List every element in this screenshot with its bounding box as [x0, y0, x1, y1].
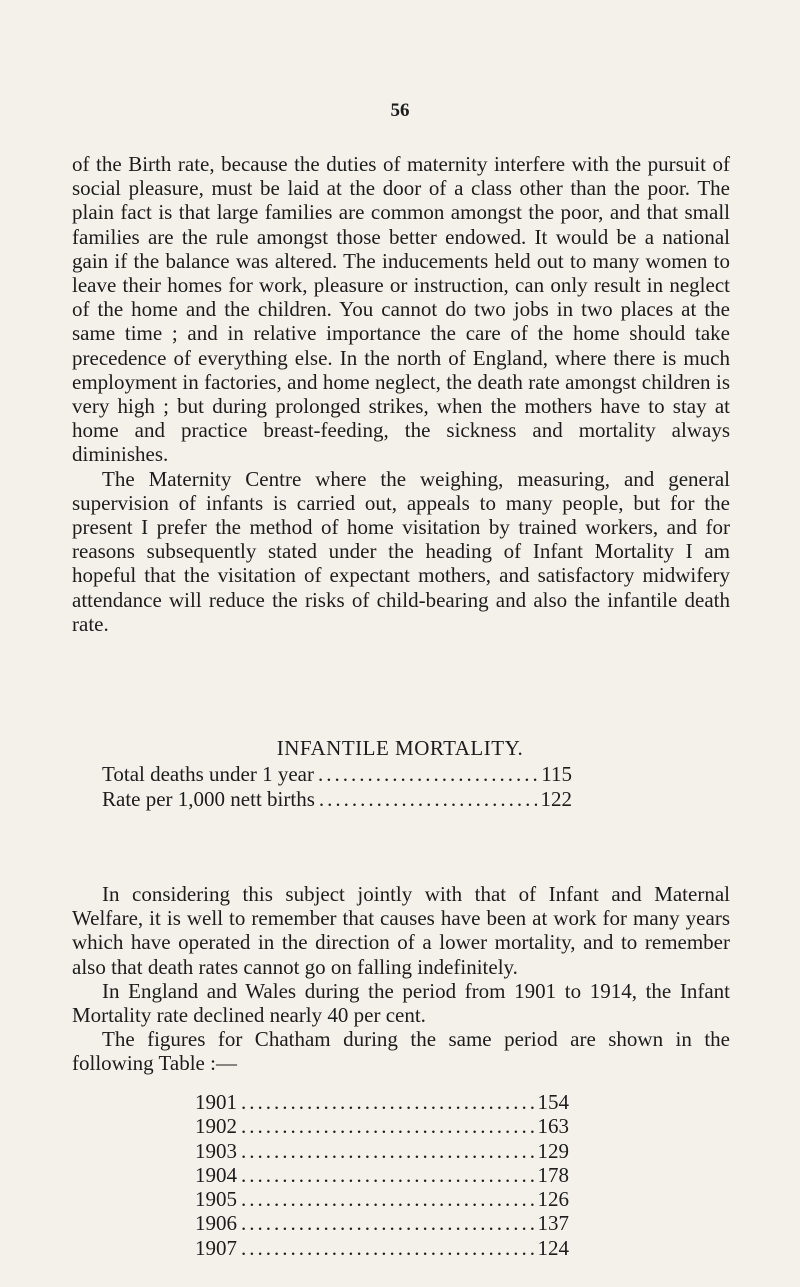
year-cell: 1906 [195, 1211, 237, 1236]
table-row [195, 1211, 569, 1235]
rate-cell: 126 [537, 1187, 569, 1212]
stat-label: Total deaths under 1 year [102, 762, 314, 786]
rate-cell: 178 [537, 1162, 569, 1187]
dot-leader [319, 787, 537, 812]
dot-leader [241, 1090, 534, 1114]
dot-leader [241, 1187, 534, 1211]
paragraph-birth-rate: of the Birth rate, because the duties of maternity interfere with the pursuit of social pleasure, must be laid at the door of a class other than the poor. The plain fact is that large families are common amongst the poor, and that small families are the rule amongst those better endowed. It would be a national gain if the balance was altered. The inducements held out to many women to leave their homes for work, pleasure or instruction, can only result in neglect of the home and the children. You cannot do two jobs in two places at the same time ; and in relative importance the care of the home should take precedence of everything else. In the north of England, where there is much employment in factories, and home neglect, the death rate amongst children is very high ; but during prolonged strikes, when the mothers have to stay at home and practice breast-feeding, the sickness and mortality always diminishes. [72, 152, 730, 467]
table-row [195, 1139, 569, 1163]
stat-label: Rate per 1,000 nett births [102, 786, 315, 811]
rate-cell: 163 [537, 1114, 569, 1139]
dot-leader [241, 1236, 534, 1260]
table-row [195, 1187, 569, 1211]
rate-cell: 124 [537, 1235, 569, 1260]
paragraph-england-wales: In England and Wales during the period from 1901 to 1914, the Infant Mortality rate declined nearly 40 per cent. [72, 978, 730, 1028]
intro-text-block [72, 152, 730, 636]
rate-cell: 137 [537, 1211, 569, 1236]
paragraph-considering: In considering this subject jointly with that of Infant and Maternal Welfare, it is well to remember that causes have been at work for many years which have operated in the direction of a lower mortality, and to remember also that death rates cannot go on falling indefinitely. [72, 882, 730, 979]
table-row [195, 1236, 569, 1260]
dot-leader [241, 1114, 534, 1138]
year-cell: 1904 [195, 1162, 237, 1187]
dot-leader [241, 1163, 534, 1187]
analysis-text-block [72, 882, 730, 1076]
table-row [195, 1090, 569, 1114]
stat-row-total-deaths [102, 762, 572, 787]
year-cell: 1905 [195, 1187, 237, 1212]
year-cell: 1907 [195, 1235, 237, 1260]
infant-mortality-stats [102, 762, 572, 811]
page-number: 56 [390, 100, 410, 121]
table-row [195, 1114, 569, 1138]
section-heading: INFANTILE MORTALITY. [276, 736, 524, 760]
table-row [195, 1163, 569, 1187]
chatham-year-table [195, 1090, 569, 1260]
year-cell: 1901 [195, 1090, 237, 1114]
stat-row-rate-per-1000 [102, 787, 572, 812]
dot-leader [241, 1139, 534, 1163]
stat-value: 122 [540, 786, 572, 811]
rate-cell: 154 [537, 1090, 569, 1114]
year-cell: 1902 [195, 1114, 237, 1139]
rate-cell: 129 [537, 1138, 569, 1163]
dot-leader [241, 1211, 534, 1235]
paragraph-maternity-centre: The Maternity Centre where the weighing, measuring, and general supervision of infants is carried out, appeals to many people, but for the present I prefer the method of home visitation by trained workers, and for reasons subsequently stated under the heading of Infant Mortality I am hopeful that the visitation of expectant mothers, and satisfactory midwifery attendance will reduce the risks of child-bearing and also the infantile death rate. [72, 466, 730, 636]
year-cell: 1903 [195, 1138, 237, 1163]
paragraph-chatham-figures: The figures for Chatham during the same period are shown in the following Table :— [72, 1027, 730, 1076]
dot-leader [318, 762, 537, 787]
stat-value: 115 [541, 762, 572, 786]
